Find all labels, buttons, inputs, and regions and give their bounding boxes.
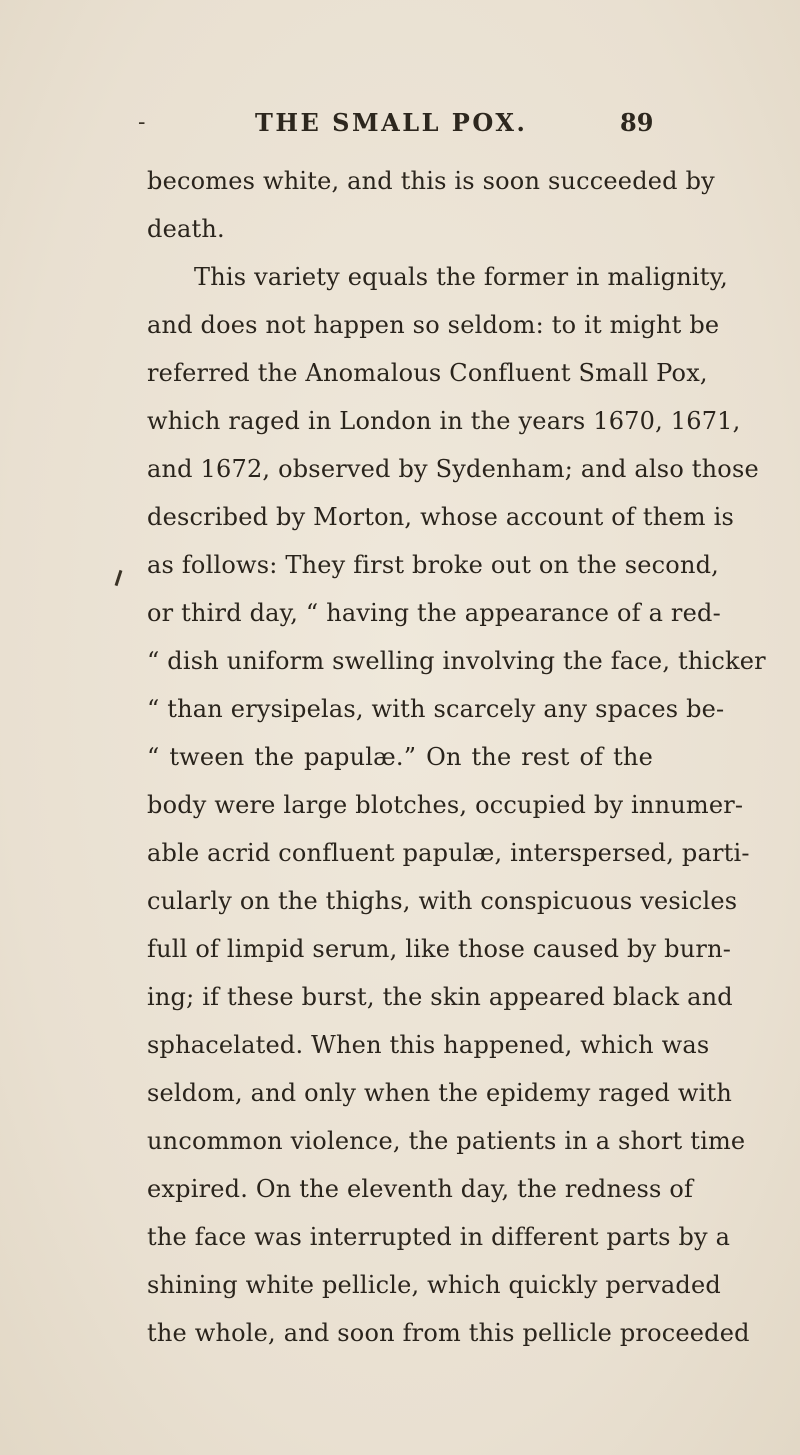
text-line: “ dish uniform swelling involving the face, thicker [147, 647, 766, 675]
page-number: 89 [620, 108, 654, 137]
text-line: as follows: They first broke out on the second, [147, 551, 720, 579]
text-line: full of limpid serum, like those caused by burn- [147, 935, 732, 963]
text-line: able acrid confluent papulæ, interspersed, parti- [147, 839, 750, 867]
text-line: shining white pellicle, which quickly pervaded [147, 1271, 721, 1299]
text-line: or third day, “ having the appearance of a red- [147, 599, 721, 627]
text-line: “ tween the papulæ.” On the rest of the [147, 743, 653, 771]
text-line: body were large blotches, occupied by innumer- [147, 791, 744, 819]
running-title: THE SMALL POX. [255, 108, 528, 137]
page-header [0, 108, 800, 148]
text-line: seldom, and only when the epidemy raged with [147, 1079, 732, 1107]
text-line: described by Morton, whose account of them is [147, 503, 734, 531]
margin-mark [115, 570, 123, 586]
text-line: which raged in London in the years 1670, 1671, [147, 407, 741, 435]
text-line: ing; if these burst, the skin appeared black and [147, 983, 733, 1011]
text-line: the whole, and soon from this pellicle proceeded [147, 1319, 750, 1347]
text-line: death. [147, 215, 225, 243]
text-line: expired. On the eleventh day, the redness of [147, 1175, 694, 1203]
text-line: becomes white, and this is soon succeeded by [147, 167, 715, 195]
paragraph-start-line: This variety equals the former in malignity, [194, 263, 729, 291]
text-line: and 1672, observed by Sydenham; and also those [147, 455, 759, 483]
text-line: uncommon violence, the patients in a short time [147, 1127, 746, 1155]
header-mark: - [138, 110, 146, 135]
text-line: referred the Anomalous Confluent Small Pox, [147, 359, 708, 387]
text-line: cularly on the thighs, with conspicuous vesicles [147, 887, 738, 915]
text-line: “ than erysipelas, with scarcely any spaces be- [147, 695, 725, 723]
text-line: and does not happen so seldom: to it might be [147, 311, 720, 339]
text-line: the face was interrupted in different parts by a [147, 1223, 731, 1251]
text-line: sphacelated. When this happened, which was [147, 1031, 710, 1059]
